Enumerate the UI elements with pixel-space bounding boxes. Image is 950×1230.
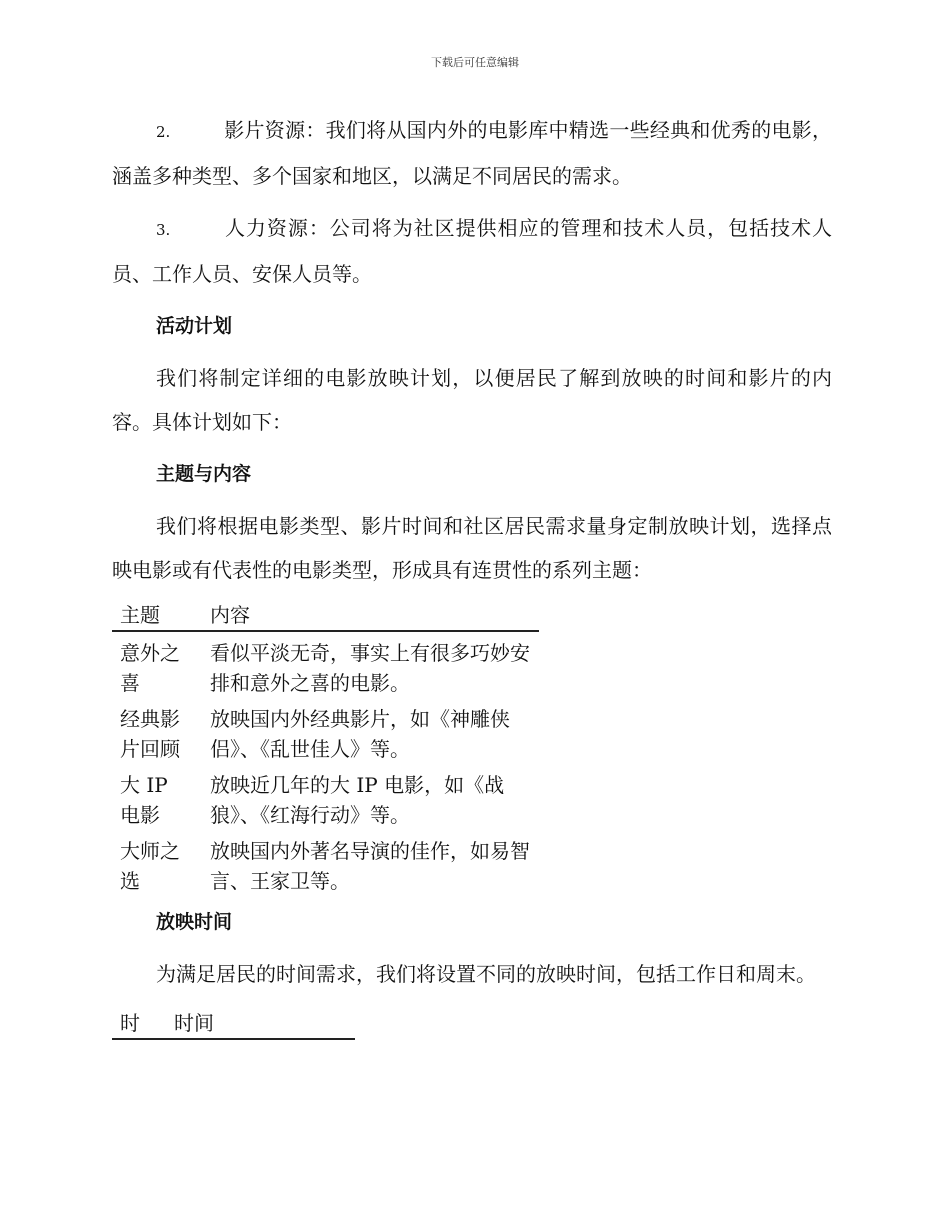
table-cell-content: 放映近几年的大 IP 电影，如《战狼》、《红海行动》等。	[210, 773, 505, 827]
heading-theme-content: 主题与内容	[156, 463, 252, 485]
paragraph-screening-time: 为满足居民的时间需求，我们将设置不同的放映时间，包括工作日和周末。	[156, 962, 816, 986]
time-table	[112, 1008, 355, 1040]
table-header-row	[112, 1008, 355, 1039]
table-cell-content: 放映国内外著名导演的佳作，如易智言、王家卫等。	[210, 839, 530, 893]
document-body	[112, 108, 832, 1040]
list-number: 2.	[156, 123, 171, 141]
list-item-3	[112, 206, 832, 296]
table-row	[112, 700, 539, 766]
heading-activity-plan: 活动计划	[156, 315, 233, 337]
heading-screening-time: 放映时间	[156, 911, 233, 933]
table-row	[112, 832, 539, 898]
table-cell-theme: 意外之喜	[120, 641, 180, 695]
table-header-row	[112, 600, 539, 631]
table-cell-theme: 大 IP 电影	[120, 773, 168, 827]
theme-table	[112, 600, 539, 898]
table-header-cell: 内容	[202, 600, 539, 631]
table-cell-content: 放映国内外经典影片，如《神雕侠侣》、《乱世佳人》等。	[210, 707, 510, 761]
list-item-2	[112, 108, 832, 198]
table-header-cell: 时	[112, 1008, 166, 1039]
list-item-text: 人力资源：公司将为社区提供相应的管理和技术人员，包括技术人员、工作人员、安保人员等。	[112, 216, 832, 286]
table-header-cell: 时间	[166, 1008, 355, 1039]
table-cell-theme: 经典影片回顾	[120, 707, 180, 761]
table-cell-theme: 大师之选	[120, 839, 180, 893]
table-row	[112, 766, 539, 832]
list-item-text: 影片资源：我们将从国内外的电影库中精选一些经典和优秀的电影，涵盖多种类型、多个国家和地区，以满足不同居民的需求。	[112, 118, 832, 188]
paragraph-theme-content: 我们将根据电影类型、影片时间和社区居民需求量身定制放映计划，选择点映电影或有代表性的电影类型，形成具有连贯性的系列主题：	[112, 514, 832, 582]
table-header-cell: 主题	[112, 600, 202, 631]
page-header: 下载后可任意编辑	[431, 56, 519, 69]
paragraph-activity-plan: 我们将制定详细的电影放映计划，以便居民了解到放映的时间和影片的内容。具体计划如下：	[112, 366, 832, 434]
table-row	[112, 631, 539, 700]
table-cell-content: 看似平淡无奇，事实上有很多巧妙安排和意外之喜的电影。	[210, 641, 530, 695]
list-number: 3.	[156, 221, 171, 239]
